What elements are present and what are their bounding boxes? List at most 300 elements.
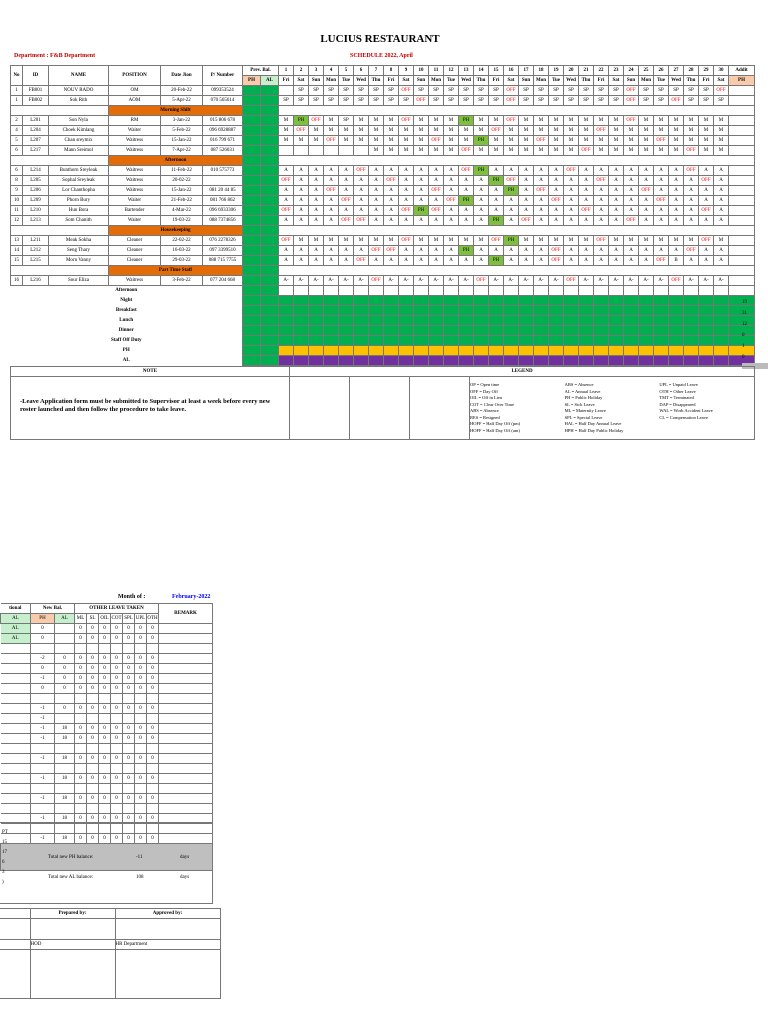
shift-cell[interactable]: A: [519, 196, 534, 206]
shift-cell[interactable]: A: [339, 246, 354, 256]
shift-cell[interactable]: A: [594, 216, 609, 226]
shift-cell[interactable]: A: [324, 196, 339, 206]
shift-cell[interactable]: SP: [519, 96, 534, 106]
shift-cell[interactable]: A: [624, 196, 639, 206]
shift-cell[interactable]: M: [564, 116, 579, 126]
shift-cell[interactable]: A: [549, 166, 564, 176]
shift-cell[interactable]: OFF: [429, 136, 444, 146]
shift-cell[interactable]: SP: [489, 96, 504, 106]
shift-cell[interactable]: M: [459, 136, 474, 146]
shift-cell[interactable]: SP: [609, 96, 624, 106]
shift-cell[interactable]: [294, 146, 309, 156]
shift-cell[interactable]: OFF: [324, 186, 339, 196]
shift-cell[interactable]: A: [369, 166, 384, 176]
shift-cell[interactable]: M: [609, 146, 624, 156]
shift-cell[interactable]: M: [579, 236, 594, 246]
shift-cell[interactable]: A: [609, 256, 624, 266]
shift-cell[interactable]: A-: [579, 276, 594, 286]
shift-cell[interactable]: OFF: [489, 126, 504, 136]
shift-cell[interactable]: OFF: [384, 246, 399, 256]
shift-cell[interactable]: A-: [489, 276, 504, 286]
shift-cell[interactable]: M: [474, 126, 489, 136]
shift-cell[interactable]: SP: [384, 86, 399, 96]
shift-cell[interactable]: A: [429, 246, 444, 256]
shift-cell[interactable]: A-: [699, 276, 714, 286]
shift-cell[interactable]: A: [384, 206, 399, 216]
shift-cell[interactable]: A: [654, 176, 669, 186]
shift-cell[interactable]: A: [609, 166, 624, 176]
shift-cell[interactable]: M: [489, 116, 504, 126]
shift-cell[interactable]: OFF: [564, 276, 579, 286]
shift-cell[interactable]: M: [504, 126, 519, 136]
shift-cell[interactable]: SP: [579, 96, 594, 106]
shift-cell[interactable]: A: [459, 216, 474, 226]
shift-cell[interactable]: A: [279, 166, 294, 176]
shift-cell[interactable]: A: [459, 176, 474, 186]
shift-cell[interactable]: A: [564, 176, 579, 186]
shift-cell[interactable]: A: [489, 206, 504, 216]
shift-cell[interactable]: M: [549, 236, 564, 246]
shift-cell[interactable]: M: [369, 126, 384, 136]
shift-cell[interactable]: M: [354, 116, 369, 126]
shift-cell[interactable]: A-: [429, 276, 444, 286]
shift-cell[interactable]: OFF: [624, 216, 639, 226]
shift-cell[interactable]: SP: [339, 86, 354, 96]
shift-cell[interactable]: SP: [369, 96, 384, 106]
shift-cell[interactable]: A: [279, 186, 294, 196]
shift-cell[interactable]: A: [309, 186, 324, 196]
shift-cell[interactable]: A: [429, 176, 444, 186]
shift-cell[interactable]: A: [684, 186, 699, 196]
shift-cell[interactable]: A: [564, 216, 579, 226]
shift-cell[interactable]: SP: [714, 96, 729, 106]
shift-cell[interactable]: A: [579, 216, 594, 226]
shift-cell[interactable]: M: [534, 116, 549, 126]
shift-cell[interactable]: A: [399, 256, 414, 266]
shift-cell[interactable]: M: [579, 136, 594, 146]
shift-cell[interactable]: M: [534, 146, 549, 156]
shift-cell[interactable]: M: [324, 126, 339, 136]
shift-cell[interactable]: A-: [504, 276, 519, 286]
shift-cell[interactable]: [339, 146, 354, 156]
shift-cell[interactable]: OFF: [579, 146, 594, 156]
shift-cell[interactable]: A: [519, 246, 534, 256]
shift-cell[interactable]: SP: [564, 96, 579, 106]
shift-cell[interactable]: A: [594, 196, 609, 206]
shift-cell[interactable]: A: [384, 256, 399, 266]
shift-cell[interactable]: A-: [534, 276, 549, 286]
shift-cell[interactable]: M: [294, 136, 309, 146]
shift-cell[interactable]: [354, 146, 369, 156]
shift-cell[interactable]: M: [324, 236, 339, 246]
shift-cell[interactable]: OFF: [549, 246, 564, 256]
shift-cell[interactable]: OFF: [504, 86, 519, 96]
shift-cell[interactable]: A: [534, 166, 549, 176]
shift-cell[interactable]: A-: [414, 276, 429, 286]
shift-cell[interactable]: OFF: [384, 176, 399, 186]
shift-cell[interactable]: A: [279, 246, 294, 256]
shift-cell[interactable]: M: [414, 136, 429, 146]
shift-cell[interactable]: SP: [684, 96, 699, 106]
shift-cell[interactable]: OFF: [399, 236, 414, 246]
shift-cell[interactable]: M: [624, 136, 639, 146]
shift-cell[interactable]: M: [474, 146, 489, 156]
shift-cell[interactable]: A: [654, 206, 669, 216]
shift-cell[interactable]: A: [369, 186, 384, 196]
shift-cell[interactable]: OFF: [354, 216, 369, 226]
shift-cell[interactable]: M: [669, 236, 684, 246]
shift-cell[interactable]: M: [429, 236, 444, 246]
shift-cell[interactable]: A: [504, 196, 519, 206]
shift-cell[interactable]: SP: [534, 86, 549, 96]
shift-cell[interactable]: A: [669, 216, 684, 226]
shift-cell[interactable]: OFF: [489, 236, 504, 246]
shift-cell[interactable]: M: [534, 236, 549, 246]
shift-cell[interactable]: SP: [579, 86, 594, 96]
shift-cell[interactable]: A: [324, 206, 339, 216]
shift-cell[interactable]: M: [444, 236, 459, 246]
shift-cell[interactable]: M: [609, 126, 624, 136]
shift-cell[interactable]: M: [624, 126, 639, 136]
shift-cell[interactable]: M: [549, 116, 564, 126]
shift-cell[interactable]: OFF: [624, 96, 639, 106]
shift-cell[interactable]: A-: [339, 276, 354, 286]
shift-cell[interactable]: A: [669, 206, 684, 216]
shift-cell[interactable]: A: [699, 246, 714, 256]
shift-cell[interactable]: A: [714, 166, 729, 176]
shift-cell[interactable]: M: [414, 236, 429, 246]
shift-cell[interactable]: A-: [594, 276, 609, 286]
shift-cell[interactable]: M: [369, 136, 384, 146]
shift-cell[interactable]: A: [354, 186, 369, 196]
shift-cell[interactable]: A-: [384, 276, 399, 286]
shift-cell[interactable]: A: [459, 206, 474, 216]
shift-cell[interactable]: A: [294, 176, 309, 186]
shift-cell[interactable]: A: [564, 206, 579, 216]
shift-cell[interactable]: M: [399, 146, 414, 156]
shift-cell[interactable]: M: [564, 126, 579, 136]
shift-cell[interactable]: A: [714, 196, 729, 206]
shift-cell[interactable]: M: [309, 236, 324, 246]
shift-cell[interactable]: M: [324, 116, 339, 126]
shift-cell[interactable]: OFF: [594, 236, 609, 246]
shift-cell[interactable]: A-: [609, 276, 624, 286]
shift-cell[interactable]: SP: [669, 86, 684, 96]
shift-cell[interactable]: A: [699, 196, 714, 206]
shift-cell[interactable]: M: [534, 126, 549, 136]
shift-cell[interactable]: OFF: [654, 196, 669, 206]
shift-cell[interactable]: A: [564, 256, 579, 266]
shift-cell[interactable]: OFF: [699, 236, 714, 246]
shift-cell[interactable]: OFF: [669, 96, 684, 106]
shift-cell[interactable]: A: [519, 256, 534, 266]
shift-cell[interactable]: M: [294, 236, 309, 246]
shift-cell[interactable]: SP: [384, 96, 399, 106]
shift-cell[interactable]: PH: [474, 136, 489, 146]
shift-cell[interactable]: M: [444, 126, 459, 136]
shift-cell[interactable]: OFF: [624, 86, 639, 96]
shift-cell[interactable]: A: [459, 186, 474, 196]
shift-cell[interactable]: A: [369, 216, 384, 226]
shift-cell[interactable]: A: [624, 166, 639, 176]
shift-cell[interactable]: A: [474, 206, 489, 216]
shift-cell[interactable]: M: [459, 236, 474, 246]
shift-cell[interactable]: SP: [279, 96, 294, 106]
shift-cell[interactable]: A: [294, 166, 309, 176]
shift-cell[interactable]: A-: [459, 276, 474, 286]
shift-cell[interactable]: SP: [414, 86, 429, 96]
shift-cell[interactable]: A: [639, 216, 654, 226]
shift-cell[interactable]: SP: [324, 86, 339, 96]
shift-cell[interactable]: OFF: [519, 216, 534, 226]
shift-cell[interactable]: OFF: [504, 116, 519, 126]
shift-cell[interactable]: A: [594, 246, 609, 256]
shift-cell[interactable]: [279, 86, 294, 96]
shift-cell[interactable]: A: [384, 186, 399, 196]
shift-cell[interactable]: A: [714, 256, 729, 266]
shift-cell[interactable]: M: [444, 146, 459, 156]
shift-cell[interactable]: PH: [459, 196, 474, 206]
shift-cell[interactable]: OFF: [294, 126, 309, 136]
shift-cell[interactable]: OFF: [684, 246, 699, 256]
shift-cell[interactable]: A: [519, 166, 534, 176]
shift-cell[interactable]: A: [684, 176, 699, 186]
shift-cell[interactable]: OFF: [534, 136, 549, 146]
shift-cell[interactable]: M: [684, 236, 699, 246]
shift-cell[interactable]: M: [489, 136, 504, 146]
shift-cell[interactable]: M: [384, 236, 399, 246]
shift-cell[interactable]: M: [474, 236, 489, 246]
shift-cell[interactable]: A: [444, 176, 459, 186]
shift-cell[interactable]: A: [504, 166, 519, 176]
shift-cell[interactable]: A: [669, 196, 684, 206]
shift-cell[interactable]: A: [294, 216, 309, 226]
shift-cell[interactable]: M: [564, 146, 579, 156]
shift-cell[interactable]: A: [549, 216, 564, 226]
shift-cell[interactable]: A: [534, 196, 549, 206]
shift-cell[interactable]: A: [639, 246, 654, 256]
shift-cell[interactable]: A: [369, 176, 384, 186]
shift-cell[interactable]: OFF: [354, 166, 369, 176]
shift-cell[interactable]: OFF: [414, 96, 429, 106]
shift-cell[interactable]: A-: [399, 276, 414, 286]
shift-cell[interactable]: A: [294, 196, 309, 206]
shift-cell[interactable]: OFF: [549, 256, 564, 266]
shift-cell[interactable]: A: [369, 256, 384, 266]
shift-cell[interactable]: A: [414, 186, 429, 196]
shift-cell[interactable]: OFF: [429, 186, 444, 196]
shift-cell[interactable]: A: [399, 186, 414, 196]
shift-cell[interactable]: M: [669, 126, 684, 136]
shift-cell[interactable]: M: [714, 116, 729, 126]
shift-cell[interactable]: A: [309, 206, 324, 216]
shift-cell[interactable]: A: [384, 216, 399, 226]
shift-cell[interactable]: M: [459, 126, 474, 136]
shift-cell[interactable]: A: [354, 246, 369, 256]
shift-cell[interactable]: OFF: [279, 206, 294, 216]
shift-cell[interactable]: OFF: [534, 186, 549, 196]
shift-cell[interactable]: M: [354, 236, 369, 246]
shift-cell[interactable]: OFF: [579, 206, 594, 216]
shift-cell[interactable]: A: [579, 176, 594, 186]
shift-cell[interactable]: A-: [684, 276, 699, 286]
shift-cell[interactable]: A: [654, 186, 669, 196]
shift-cell[interactable]: A: [474, 186, 489, 196]
shift-cell[interactable]: M: [489, 146, 504, 156]
shift-cell[interactable]: A: [279, 216, 294, 226]
shift-cell[interactable]: A: [534, 256, 549, 266]
shift-cell[interactable]: A: [414, 196, 429, 206]
shift-cell[interactable]: M: [399, 126, 414, 136]
shift-cell[interactable]: A: [279, 256, 294, 266]
shift-cell[interactable]: A: [309, 246, 324, 256]
shift-cell[interactable]: A: [429, 196, 444, 206]
shift-cell[interactable]: A: [654, 246, 669, 256]
shift-cell[interactable]: SP: [474, 86, 489, 96]
shift-cell[interactable]: A: [474, 246, 489, 256]
shift-cell[interactable]: A-: [294, 276, 309, 286]
shift-cell[interactable]: A: [354, 206, 369, 216]
shift-cell[interactable]: A: [579, 196, 594, 206]
shift-cell[interactable]: M: [624, 146, 639, 156]
shift-cell[interactable]: M: [654, 236, 669, 246]
shift-cell[interactable]: A: [654, 166, 669, 176]
shift-cell[interactable]: A: [639, 256, 654, 266]
shift-cell[interactable]: A: [294, 186, 309, 196]
shift-cell[interactable]: PH: [504, 186, 519, 196]
shift-cell[interactable]: SP: [339, 96, 354, 106]
shift-cell[interactable]: A: [399, 196, 414, 206]
shift-cell[interactable]: M: [669, 146, 684, 156]
shift-cell[interactable]: A: [564, 186, 579, 196]
shift-cell[interactable]: SP: [309, 96, 324, 106]
shift-cell[interactable]: A: [684, 196, 699, 206]
shift-cell[interactable]: SP: [489, 86, 504, 96]
shift-cell[interactable]: A: [309, 216, 324, 226]
shift-cell[interactable]: M: [309, 126, 324, 136]
shift-cell[interactable]: OFF: [684, 146, 699, 156]
shift-cell[interactable]: OFF: [504, 176, 519, 186]
shift-cell[interactable]: M: [414, 146, 429, 156]
shift-cell[interactable]: A: [549, 186, 564, 196]
shift-cell[interactable]: A: [474, 216, 489, 226]
shift-cell[interactable]: OFF: [399, 206, 414, 216]
shift-cell[interactable]: A: [699, 166, 714, 176]
shift-cell[interactable]: M: [519, 236, 534, 246]
shift-cell[interactable]: A: [609, 246, 624, 256]
shift-cell[interactable]: A: [339, 206, 354, 216]
shift-cell[interactable]: M: [684, 116, 699, 126]
shift-cell[interactable]: A: [579, 256, 594, 266]
shift-cell[interactable]: A: [414, 246, 429, 256]
shift-cell[interactable]: M: [549, 126, 564, 136]
shift-cell[interactable]: A: [579, 166, 594, 176]
shift-cell[interactable]: OFF: [399, 116, 414, 126]
shift-cell[interactable]: M: [699, 116, 714, 126]
shift-cell[interactable]: M: [444, 116, 459, 126]
shift-cell[interactable]: A-: [519, 276, 534, 286]
shift-cell[interactable]: SP: [459, 86, 474, 96]
shift-cell[interactable]: SP: [594, 96, 609, 106]
shift-cell[interactable]: M: [519, 136, 534, 146]
shift-cell[interactable]: A: [444, 246, 459, 256]
shift-cell[interactable]: A: [639, 196, 654, 206]
shift-cell[interactable]: OFF: [624, 116, 639, 126]
shift-cell[interactable]: A: [714, 216, 729, 226]
shift-cell[interactable]: [279, 146, 294, 156]
shift-cell[interactable]: M: [339, 126, 354, 136]
shift-cell[interactable]: M: [549, 146, 564, 156]
shift-cell[interactable]: A: [489, 166, 504, 176]
shift-cell[interactable]: M: [519, 116, 534, 126]
shift-cell[interactable]: A: [594, 166, 609, 176]
shift-cell[interactable]: A: [594, 206, 609, 216]
shift-cell[interactable]: A: [309, 256, 324, 266]
shift-cell[interactable]: A: [624, 206, 639, 216]
shift-cell[interactable]: M: [369, 236, 384, 246]
shift-cell[interactable]: SP: [564, 86, 579, 96]
shift-cell[interactable]: SP: [369, 86, 384, 96]
shift-cell[interactable]: A: [309, 166, 324, 176]
shift-cell[interactable]: PH: [489, 216, 504, 226]
shift-cell[interactable]: A: [444, 206, 459, 216]
shift-cell[interactable]: A-: [639, 276, 654, 286]
shift-cell[interactable]: SP: [519, 86, 534, 96]
shift-cell[interactable]: SP: [309, 86, 324, 96]
shift-cell[interactable]: A-: [354, 276, 369, 286]
shift-cell[interactable]: A: [609, 196, 624, 206]
shift-cell[interactable]: OFF: [309, 116, 324, 126]
shift-cell[interactable]: A: [399, 246, 414, 256]
shift-cell[interactable]: PH: [489, 256, 504, 266]
shift-cell[interactable]: M: [714, 126, 729, 136]
shift-cell[interactable]: A: [534, 246, 549, 256]
shift-cell[interactable]: M: [654, 126, 669, 136]
shift-cell[interactable]: SP: [684, 86, 699, 96]
shift-cell[interactable]: M: [384, 136, 399, 146]
shift-cell[interactable]: PH: [474, 166, 489, 176]
shift-cell[interactable]: A: [504, 256, 519, 266]
shift-cell[interactable]: A: [654, 216, 669, 226]
shift-cell[interactable]: SP: [594, 86, 609, 96]
shift-cell[interactable]: A: [669, 176, 684, 186]
shift-cell[interactable]: [309, 146, 324, 156]
shift-cell[interactable]: SP: [429, 96, 444, 106]
shift-cell[interactable]: A: [309, 196, 324, 206]
shift-cell[interactable]: OFF: [594, 176, 609, 186]
shift-cell[interactable]: A: [669, 246, 684, 256]
shift-cell[interactable]: A: [444, 216, 459, 226]
shift-cell[interactable]: A: [579, 246, 594, 256]
shift-cell[interactable]: A: [309, 176, 324, 186]
shift-cell[interactable]: SP: [354, 96, 369, 106]
shift-cell[interactable]: M: [699, 146, 714, 156]
shift-cell[interactable]: A-: [309, 276, 324, 286]
shift-cell[interactable]: OFF: [444, 196, 459, 206]
shift-cell[interactable]: M: [429, 126, 444, 136]
shift-cell[interactable]: M: [594, 146, 609, 156]
shift-cell[interactable]: SP: [429, 86, 444, 96]
shift-cell[interactable]: A: [339, 256, 354, 266]
shift-cell[interactable]: M: [384, 146, 399, 156]
shift-cell[interactable]: A: [369, 196, 384, 206]
shift-cell[interactable]: A: [519, 186, 534, 196]
shift-cell[interactable]: M: [624, 236, 639, 246]
shift-cell[interactable]: OFF: [549, 196, 564, 206]
shift-cell[interactable]: A: [669, 166, 684, 176]
shift-cell[interactable]: A: [414, 176, 429, 186]
shift-cell[interactable]: A: [684, 256, 699, 266]
